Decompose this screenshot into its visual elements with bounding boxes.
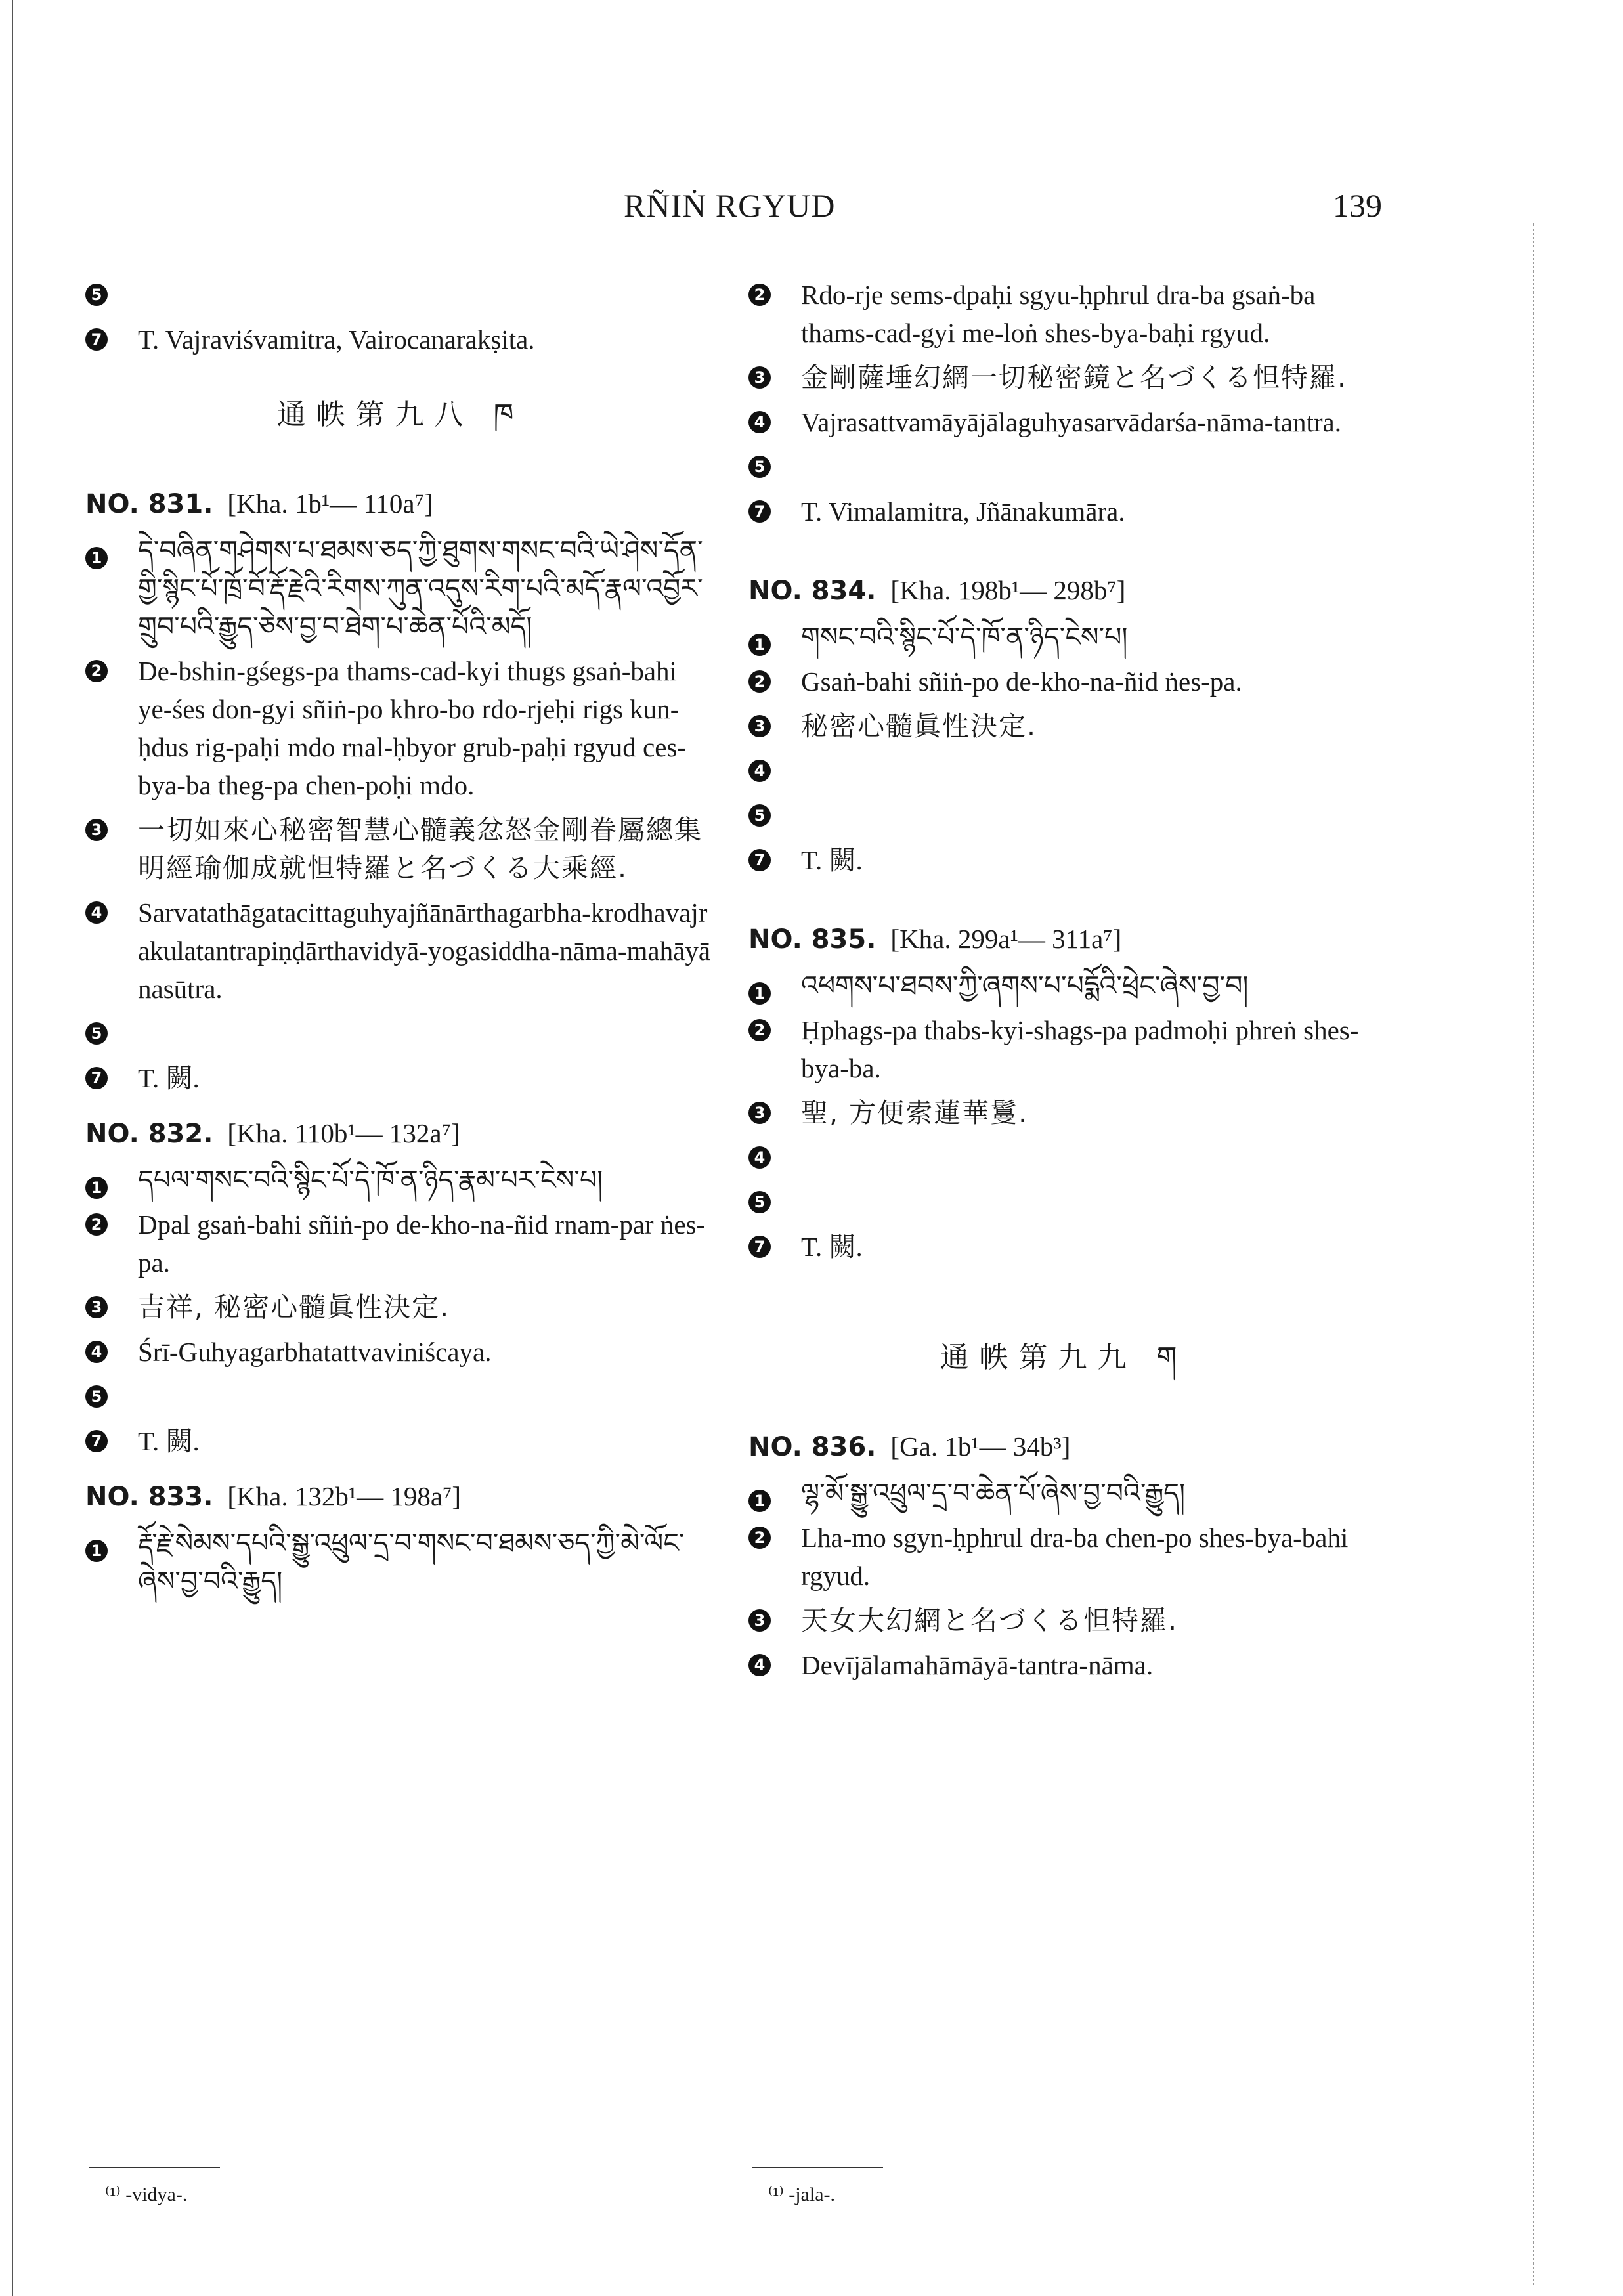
page-edge-line (12, 0, 13, 2296)
item-marker: 3 (748, 1609, 771, 1632)
entry-heading: NO. 836. [Ga. 1b¹— 34b³] (748, 1431, 1071, 1462)
list-item (748, 448, 1379, 486)
list-item: 3 天女大幻網と名づくる怛特羅. (748, 1601, 1379, 1639)
entry-heading: NO. 832. [Kha. 110b¹— 132a⁷] (85, 1118, 460, 1149)
list-item: 1 དེ་བཞིན་གཤེགས་པ་ཐམས་ཅད་ཀྱི་ཐུགས་གསང་བའི་ཡེ་ཤེས་དོན་གྱི་སྙིང་པོ་ཁྲོ་བོ་རྡོ་རྗེའི་རིགས་ཀུན་འདུས་རིག་པའི་མདོ་རྣལ་འབྱོར་གྲུབ་པའི་རྒྱུད་ཅེས་བྱ་བ་ཐེག་པ་ཆེན་པོའི་མདོ། (85, 531, 716, 645)
item-marker: 4 (85, 901, 108, 924)
item-marker: 5 (748, 804, 771, 827)
left-column (85, 276, 716, 1607)
item-marker: 1 (85, 1540, 108, 1562)
entry-heading: NO. 834. [Kha. 198b¹— 298b⁷] (748, 575, 1126, 606)
list-item: 1 འཕགས་པ་ཐབས་ཀྱི་ཞགས་པ་པདྨོའི་ཕྲེང་ཞེས་བྱ་བ། (748, 966, 1379, 1005)
item-marker: 7 (85, 1067, 108, 1089)
footnote-rule-left (89, 2167, 220, 2168)
list-item: 7 T. Vimalamitra, Jñānakumāra. (748, 492, 1379, 531)
volume-heading: 通帙第九八 ཁ (276, 398, 525, 431)
list-item: 3 金剛薩埵幻網一切秘密鏡と名づくる怛特羅. (748, 358, 1379, 397)
list-item: 1 གསང་བའི་སྙིང་པོ་དེ་ཁོ་ན་ཉིད་ངེས་པ། (748, 618, 1379, 656)
list-item (85, 1377, 716, 1416)
item-marker: 5 (85, 1385, 108, 1408)
item-marker: 4 (85, 1341, 108, 1363)
list-item: 2 Dpal gsaṅ-bahi sñiṅ-po de-kho-na-ñid rnam-par ṅes-pa. (85, 1205, 716, 1282)
entry-heading: NO. 835. [Kha. 299a¹— 311a⁷] (748, 924, 1122, 955)
item-marker: 1 (748, 1490, 771, 1512)
list-item: 4 Devījālamahāmāyā-tantra-nāma. (748, 1646, 1379, 1684)
list-item: 7 T. 闕. (748, 1228, 1379, 1266)
list-item: 7 T. 闕. (748, 841, 1379, 879)
item-marker: 7 (748, 849, 771, 871)
list-item: 7 T. 闕. (85, 1059, 716, 1097)
item-marker: 5 (748, 1191, 771, 1213)
list-item: 3 吉祥, 秘密心髓眞性決定. (85, 1288, 716, 1326)
entry-heading: NO. 831. [Kha. 1b¹— 110a⁷] (85, 488, 433, 519)
item-marker: 2 (748, 670, 771, 693)
list-item (748, 1138, 1379, 1177)
list-item (748, 752, 1379, 790)
list-item (85, 1014, 716, 1052)
page-number: 139 (1333, 187, 1382, 224)
item-marker: 1 (85, 547, 108, 569)
item-marker: 4 (748, 1654, 771, 1676)
item-marker: 7 (748, 500, 771, 523)
item-marker: 2 (85, 660, 108, 682)
item-marker: 2 (748, 284, 771, 306)
item-marker: 3 (748, 366, 771, 389)
list-item (748, 796, 1379, 834)
list-item: 3 一切如來心秘密智慧心髓義忿怒金剛眷屬總集明經瑜伽成就怛特羅と名づくる大乘經. (85, 811, 716, 887)
item-marker: 1 (85, 1177, 108, 1199)
volume-heading: 通帙第九九 ག (940, 1341, 1188, 1374)
list-item (748, 1183, 1379, 1221)
item-marker: 2 (85, 1213, 108, 1236)
list-item: 4 Vajrasattvamāyājālaguhyasarvādarśa-nāma-tantra. (748, 403, 1379, 441)
item-marker: 7 (748, 1236, 771, 1258)
list-item: 1 དཔལ་གསང་བའི་སྙིང་པོ་དེ་ཁོ་ན་ཉིད་རྣམ་པར་ངེས་པ། (85, 1161, 716, 1199)
item-marker: 7 (85, 1430, 108, 1452)
list-item: 1 ལྷ་མོ་སྒྱུ་འཕྲུལ་དྲ་བ་ཆེན་པོ་ཞེས་བྱ་བའི་རྒྱུད། (748, 1474, 1379, 1512)
item-marker: 4 (748, 1146, 771, 1169)
item-marker: 7 (85, 328, 108, 351)
list-item: 4 Śrī-Guhyagarbhatattvaviniścaya. (85, 1333, 716, 1371)
item-marker: 2 (748, 1019, 771, 1041)
list-item: 1 རྡོ་རྗེ་སེམས་དཔའི་སྒྱུ་འཕྲུལ་དྲ་བ་གསང་བ་ཐམས་ཅད་ཀྱི་མེ་ལོང་ཞེས་བྱ་བའི་རྒྱུད། (85, 1524, 716, 1600)
list-item: 7 T. Vajraviśvamitra, Vairocanarakṣita. (85, 320, 716, 358)
item-marker: 1 (748, 634, 771, 656)
item-marker: 5 (85, 1022, 108, 1045)
item-marker: 3 (748, 715, 771, 737)
list-item (85, 276, 716, 314)
list-item: 3 聖, 方便索蓮華鬘. (748, 1094, 1379, 1132)
list-item: 2 Rdo-rje sems-dpaḥi sgyu-ḥphrul dra-ba gsaṅ-ba thams-cad-gyi me-loṅ shes-bya-baḥi rgyud. (748, 276, 1379, 352)
right-column (748, 276, 1379, 1691)
footnote-right: ⁽¹⁾ -jala-. (768, 2184, 836, 2205)
running-header-title: RÑIṄ RGYUD (624, 187, 836, 224)
item-marker: 3 (748, 1102, 771, 1124)
item-marker: 4 (748, 411, 771, 433)
item-marker: 1 (748, 982, 771, 1005)
item-marker: 3 (85, 1296, 108, 1318)
item-marker: 5 (748, 456, 771, 478)
entry-heading: NO. 833. [Kha. 132b¹— 198a⁷] (85, 1481, 462, 1512)
footnote-rule-right (752, 2167, 883, 2168)
list-item: 3 秘密心髓眞性決定. (748, 707, 1379, 745)
right-edge-shadow (1533, 223, 1534, 2285)
item-marker: 2 (748, 1527, 771, 1549)
item-marker: 3 (85, 819, 108, 841)
list-item: 2 Ḥphags-pa thabs-kyi-shags-pa padmoḥi phreṅ shes-bya-ba. (748, 1011, 1379, 1087)
list-item: 2 Gsaṅ-bahi sñiṅ-po de-kho-na-ñid ṅes-pa. (748, 662, 1379, 701)
list-item: 7 T. 闕. (85, 1422, 716, 1460)
item-marker: 5 (85, 284, 108, 306)
list-item: 2 De-bshin-gśegs-pa thams-cad-kyi thugs gsaṅ-bahi ye-śes don-gyi sñiṅ-po khro-bo rdo-rjeḥi rigs kun-ḥdus rig-paḥi mdo rnal-ḥbyor grub-paḥi rgyud ces-bya-ba theg-pa chen-poḥi mdo. (85, 652, 716, 804)
list-item: 2 Lha-mo sgyn-ḥphrul dra-ba chen-po shes-bya-bahi rgyud. (748, 1519, 1379, 1595)
item-marker: 4 (748, 760, 771, 782)
footnote-left: ⁽¹⁾ -vidya-. (105, 2184, 188, 2205)
list-item: 4 Sarvatathāgatacittaguhyajñānārthagarbha-krodhavajrakulatantrapiṇḍārthavidyā-yogasiddha-nāma-mahāyānasūtra. (85, 894, 716, 1008)
